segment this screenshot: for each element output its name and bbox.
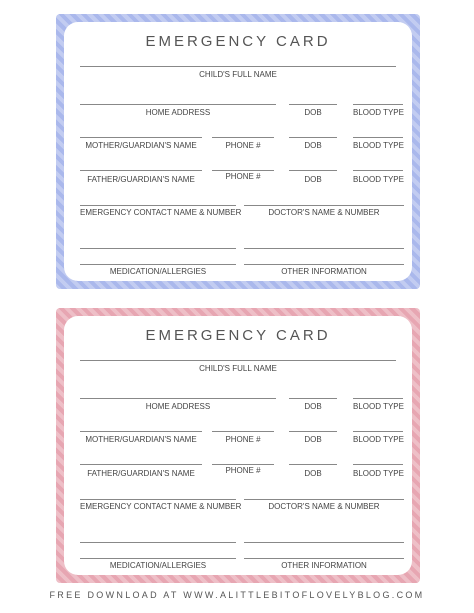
other-info-label: OTHER INFORMATION [281, 561, 367, 570]
emergency-contact-line[interactable] [80, 499, 236, 500]
card-form-area [64, 22, 412, 281]
dob-2-label: DOB [304, 141, 322, 150]
mother-name-line[interactable] [80, 431, 202, 432]
blood-type-2-line[interactable] [353, 431, 403, 432]
phone-1-line[interactable] [212, 137, 274, 138]
doctors-name-label: DOCTOR'S NAME & NUMBER [268, 208, 380, 217]
medication-label: MEDICATION/ALLERGIES [109, 267, 207, 276]
emergency-contact-label: EMERGENCY CONTACT NAME & NUMBER [80, 502, 242, 511]
father-name-line[interactable] [80, 170, 202, 171]
other-info-line[interactable] [244, 558, 404, 559]
medication-line-top[interactable] [80, 542, 236, 543]
blood-type-label: BLOOD TYPE [353, 402, 404, 411]
phone-1-line[interactable] [212, 431, 274, 432]
medication-label: MEDICATION/ALLERGIES [109, 561, 207, 570]
blood-type-3-line[interactable] [353, 464, 403, 465]
medication-line[interactable] [80, 558, 236, 559]
blood-type-2-label: BLOOD TYPE [353, 435, 404, 444]
card-form-area [64, 316, 412, 575]
mother-name-label: MOTHER/GUARDIAN'S NAME [85, 435, 197, 444]
childs-full-name-line[interactable] [80, 66, 396, 67]
blood-type-label: BLOOD TYPE [353, 108, 404, 117]
childs-full-name-label: CHILD'S FULL NAME [199, 70, 277, 79]
doctors-name-label: DOCTOR'S NAME & NUMBER [268, 502, 380, 511]
dob-label: DOB [304, 108, 322, 117]
father-name-line[interactable] [80, 464, 202, 465]
card-title: EMERGENCY CARD [145, 327, 331, 344]
doctors-name-line[interactable] [244, 205, 404, 206]
emergency-contact-line[interactable] [80, 205, 236, 206]
home-address-label: HOME ADDRESS [145, 108, 211, 117]
phone-2-line[interactable] [212, 170, 274, 171]
blood-type-line[interactable] [353, 104, 403, 105]
dob-label: DOB [304, 402, 322, 411]
phone-2-line[interactable] [212, 464, 274, 465]
home-address-line[interactable] [80, 104, 276, 105]
emergency-card-blue [56, 14, 420, 289]
childs-full-name-label: CHILD'S FULL NAME [199, 364, 277, 373]
card-title: EMERGENCY CARD [145, 33, 331, 50]
footer-download-text: FREE DOWNLOAD AT WWW.ALITTLEBITOFLOVELYBLOG.COM [49, 590, 425, 600]
other-info-label: OTHER INFORMATION [281, 267, 367, 276]
emergency-card-pink [56, 308, 420, 583]
mother-name-label: MOTHER/GUARDIAN'S NAME [85, 141, 197, 150]
blood-type-3-line[interactable] [353, 170, 403, 171]
emergency-contact-label: EMERGENCY CONTACT NAME & NUMBER [80, 208, 242, 217]
phone-1-label: PHONE # [225, 435, 261, 444]
father-name-label: FATHER/GUARDIAN'S NAME [87, 469, 195, 478]
dob-2-line[interactable] [289, 431, 337, 432]
dob-2-label: DOB [304, 435, 322, 444]
other-info-line-top[interactable] [244, 542, 404, 543]
blood-type-line[interactable] [353, 398, 403, 399]
dob-line[interactable] [289, 398, 337, 399]
other-info-line-top[interactable] [244, 248, 404, 249]
dob-3-line[interactable] [289, 464, 337, 465]
home-address-label: HOME ADDRESS [145, 402, 211, 411]
blood-type-2-label: BLOOD TYPE [353, 141, 404, 150]
dob-3-label: DOB [304, 469, 322, 478]
blood-type-2-line[interactable] [353, 137, 403, 138]
phone-2-label: PHONE # [225, 466, 261, 475]
medication-line-top[interactable] [80, 248, 236, 249]
father-name-label: FATHER/GUARDIAN'S NAME [87, 175, 195, 184]
phone-2-label: PHONE # [225, 172, 261, 181]
blood-type-3-label: BLOOD TYPE [353, 469, 404, 478]
dob-3-line[interactable] [289, 170, 337, 171]
mother-name-line[interactable] [80, 137, 202, 138]
dob-2-line[interactable] [289, 137, 337, 138]
home-address-line[interactable] [80, 398, 276, 399]
medication-line[interactable] [80, 264, 236, 265]
blood-type-3-label: BLOOD TYPE [353, 175, 404, 184]
childs-full-name-line[interactable] [80, 360, 396, 361]
doctors-name-line[interactable] [244, 499, 404, 500]
other-info-line[interactable] [244, 264, 404, 265]
phone-1-label: PHONE # [225, 141, 261, 150]
dob-line[interactable] [289, 104, 337, 105]
dob-3-label: DOB [304, 175, 322, 184]
